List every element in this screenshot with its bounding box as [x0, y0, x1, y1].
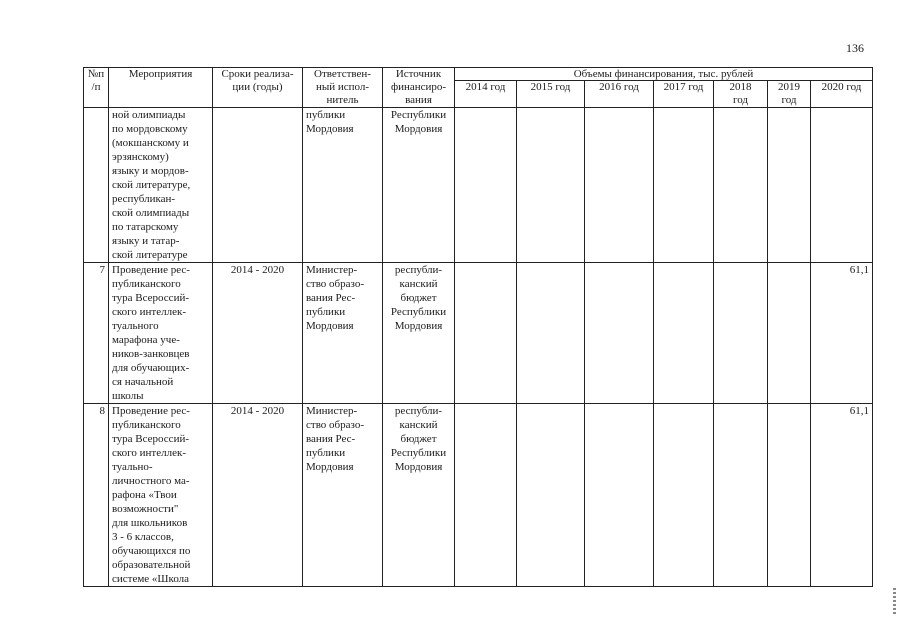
- row-responsible: публики Мордовия: [303, 108, 383, 263]
- row-period: [213, 108, 303, 263]
- header-year-2017: 2017 год: [654, 81, 714, 108]
- header-num: №п /п: [84, 68, 109, 108]
- row-source: Республики Мордовия: [383, 108, 455, 263]
- value-2018: [714, 404, 768, 587]
- table-row: [84, 404, 873, 587]
- row-event: ной олимпиады по мордовскому (мокшанскому и эрзянскому) языку и мордов- ской литературе, республикан- ской олимпиады по татарскому языку и татар- ской литературе: [109, 108, 213, 263]
- value-2017: [654, 108, 714, 263]
- row-period: 2014 - 2020: [213, 404, 303, 587]
- table-row: [84, 263, 873, 404]
- row-event: Проведение рес- публиканского тура Всероссий- ского интеллек- туально- личностного ма- рафона «Твои возможности" для школьников 3 - 6 классов, обучающихся по образовательной системе «Школа: [109, 404, 213, 587]
- row-num: 8: [84, 404, 109, 587]
- value-2014: [455, 108, 517, 263]
- page-number: 136: [846, 41, 864, 55]
- header-responsible: Ответствен- ный испол- нитель: [303, 68, 383, 108]
- row-event: Проведение рес- публиканского тура Всероссий- ского интеллек- туального марафона уче- ников-занковцев для обучающих- ся начальной школы: [109, 263, 213, 404]
- header-period: Сроки реализа- ции (годы): [213, 68, 303, 108]
- row-responsible: Министер- ство образо- вания Рес- публики Мордовия: [303, 404, 383, 587]
- value-2017: [654, 263, 714, 404]
- table-row: [84, 108, 873, 263]
- value-2020: [811, 108, 873, 263]
- value-2015: [517, 404, 585, 587]
- value-2020: 61,1: [811, 263, 873, 404]
- header-year-2020: 2020 год: [811, 81, 873, 108]
- header-event: Мероприятия: [109, 68, 213, 108]
- value-2018: [714, 263, 768, 404]
- value-2016: [585, 263, 654, 404]
- value-2020: 61,1: [811, 404, 873, 587]
- value-2015: [517, 263, 585, 404]
- row-num: [84, 108, 109, 263]
- row-responsible: Министер- ство образо- вания Рес- публики Мордовия: [303, 263, 383, 404]
- value-2014: [455, 263, 517, 404]
- value-2019: [768, 263, 811, 404]
- value-2014: [455, 404, 517, 587]
- row-period: 2014 - 2020: [213, 263, 303, 404]
- value-2019: [768, 404, 811, 587]
- header-year-2014: 2014 год: [455, 81, 517, 108]
- value-2015: [517, 108, 585, 263]
- value-2018: [714, 108, 768, 263]
- value-2017: [654, 404, 714, 587]
- funding-table: [83, 67, 873, 587]
- value-2016: [585, 108, 654, 263]
- header-row: [84, 68, 873, 81]
- value-2019: [768, 108, 811, 263]
- header-source: Источник финансиро- вания: [383, 68, 455, 108]
- header-year-2019: 2019 год: [768, 81, 811, 108]
- row-num: 7: [84, 263, 109, 404]
- scan-edge-mark: [893, 588, 896, 616]
- header-year-2015: 2015 год: [517, 81, 585, 108]
- header-year-2016: 2016 год: [585, 81, 654, 108]
- row-source: республи- канский бюджет Республики Мордовия: [383, 263, 455, 404]
- row-source: республи- канский бюджет Республики Мордовия: [383, 404, 455, 587]
- header-funding-group: Объемы финансирования, тыс. рублей: [455, 68, 873, 81]
- value-2016: [585, 404, 654, 587]
- header-year-2018: 2018 год: [714, 81, 768, 108]
